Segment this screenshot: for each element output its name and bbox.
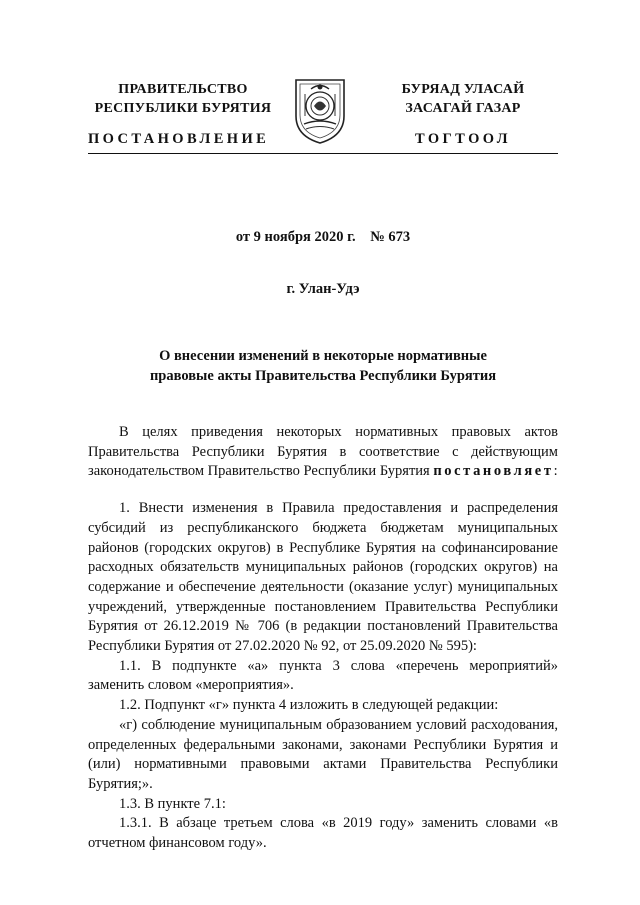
government-name-line1: ПРАВИТЕЛЬСТВО <box>118 82 248 97</box>
intro-paragraph: В целях приведения некоторых нормативных правовых актов Правительства Республики Бурятия в соответствие с действующим законодательством Правительство Республики Бурятия постановляет: <box>88 424 558 480</box>
government-name-buryat <box>368 80 558 118</box>
resolves-keyword: постановляет <box>433 463 554 480</box>
document-title <box>88 346 558 386</box>
government-name-russian <box>88 80 278 118</box>
paragraph-1-3-1: 1.3.1. В абзаце третьем слова «в 2019 году» заменить словами «в отчетном финансовом году». <box>88 815 558 852</box>
document-date: от 9 ноября 2020 г. <box>235 229 356 245</box>
document-type-russian: ПОСТАНОВЛЕНИЕ <box>88 131 270 147</box>
document-title-line1: О внесении изменений в некоторые нормативные <box>159 348 487 364</box>
paragraph-1-1: 1.1. В подпункте «а» пункта 3 слова «перечень мероприятий» заменить словом «мероприятия». <box>88 657 558 694</box>
document-date-number <box>88 229 558 246</box>
paragraph-1-2: 1.2. Подпункт «г» пункта 4 изложить в следующей редакции: <box>119 697 499 714</box>
government-name-line2: РЕСПУБЛИКИ БУРЯТИЯ <box>94 101 272 116</box>
document-number: № 673 <box>370 229 411 245</box>
document-title-line2: правовые акты Правительства Республики Бурятия <box>149 368 497 384</box>
government-name-buryat-line1: БУРЯАД УЛАСАЙ <box>401 82 525 97</box>
coat-of-arms-emblem <box>291 72 349 146</box>
paragraph-1-2-text: «г) соблюдение муниципальным образованием условий расходования, определенных федеральными законами, законами Республики Бурятия и (или) нормативными правовыми актами Правительства Республики Бурятия;». <box>88 716 558 792</box>
government-name-buryat-line2: ЗАСАГАЙ ГАЗАР <box>405 101 521 116</box>
document-city: г. Улан-Удэ <box>286 281 360 297</box>
document-body <box>88 423 558 854</box>
paragraph-1: 1. Внести изменения в Правила предоставления и распределения субсидий из республиканского бюджета бюджетам муниципальных районов (городских округов) в Республике Бурятия на софинансирование расходных обязательств муниципальных районов (городских округов) на содержание и обеспечение деятельности (оказание услуг) муниципальных учреждений, утвержденные постановлением Правительства Республики Бурятия от 26.12.2019 № 706 (в редакции постановлений Правительства Республики Бурятия от 27.02.2020 № 92, от 25.09.2020 № 595): <box>88 500 558 655</box>
header-divider <box>88 153 558 154</box>
document-type-buryat: ТОГТООЛ <box>415 131 511 147</box>
paragraph-1-3: 1.3. В пункте 7.1: <box>119 795 226 812</box>
